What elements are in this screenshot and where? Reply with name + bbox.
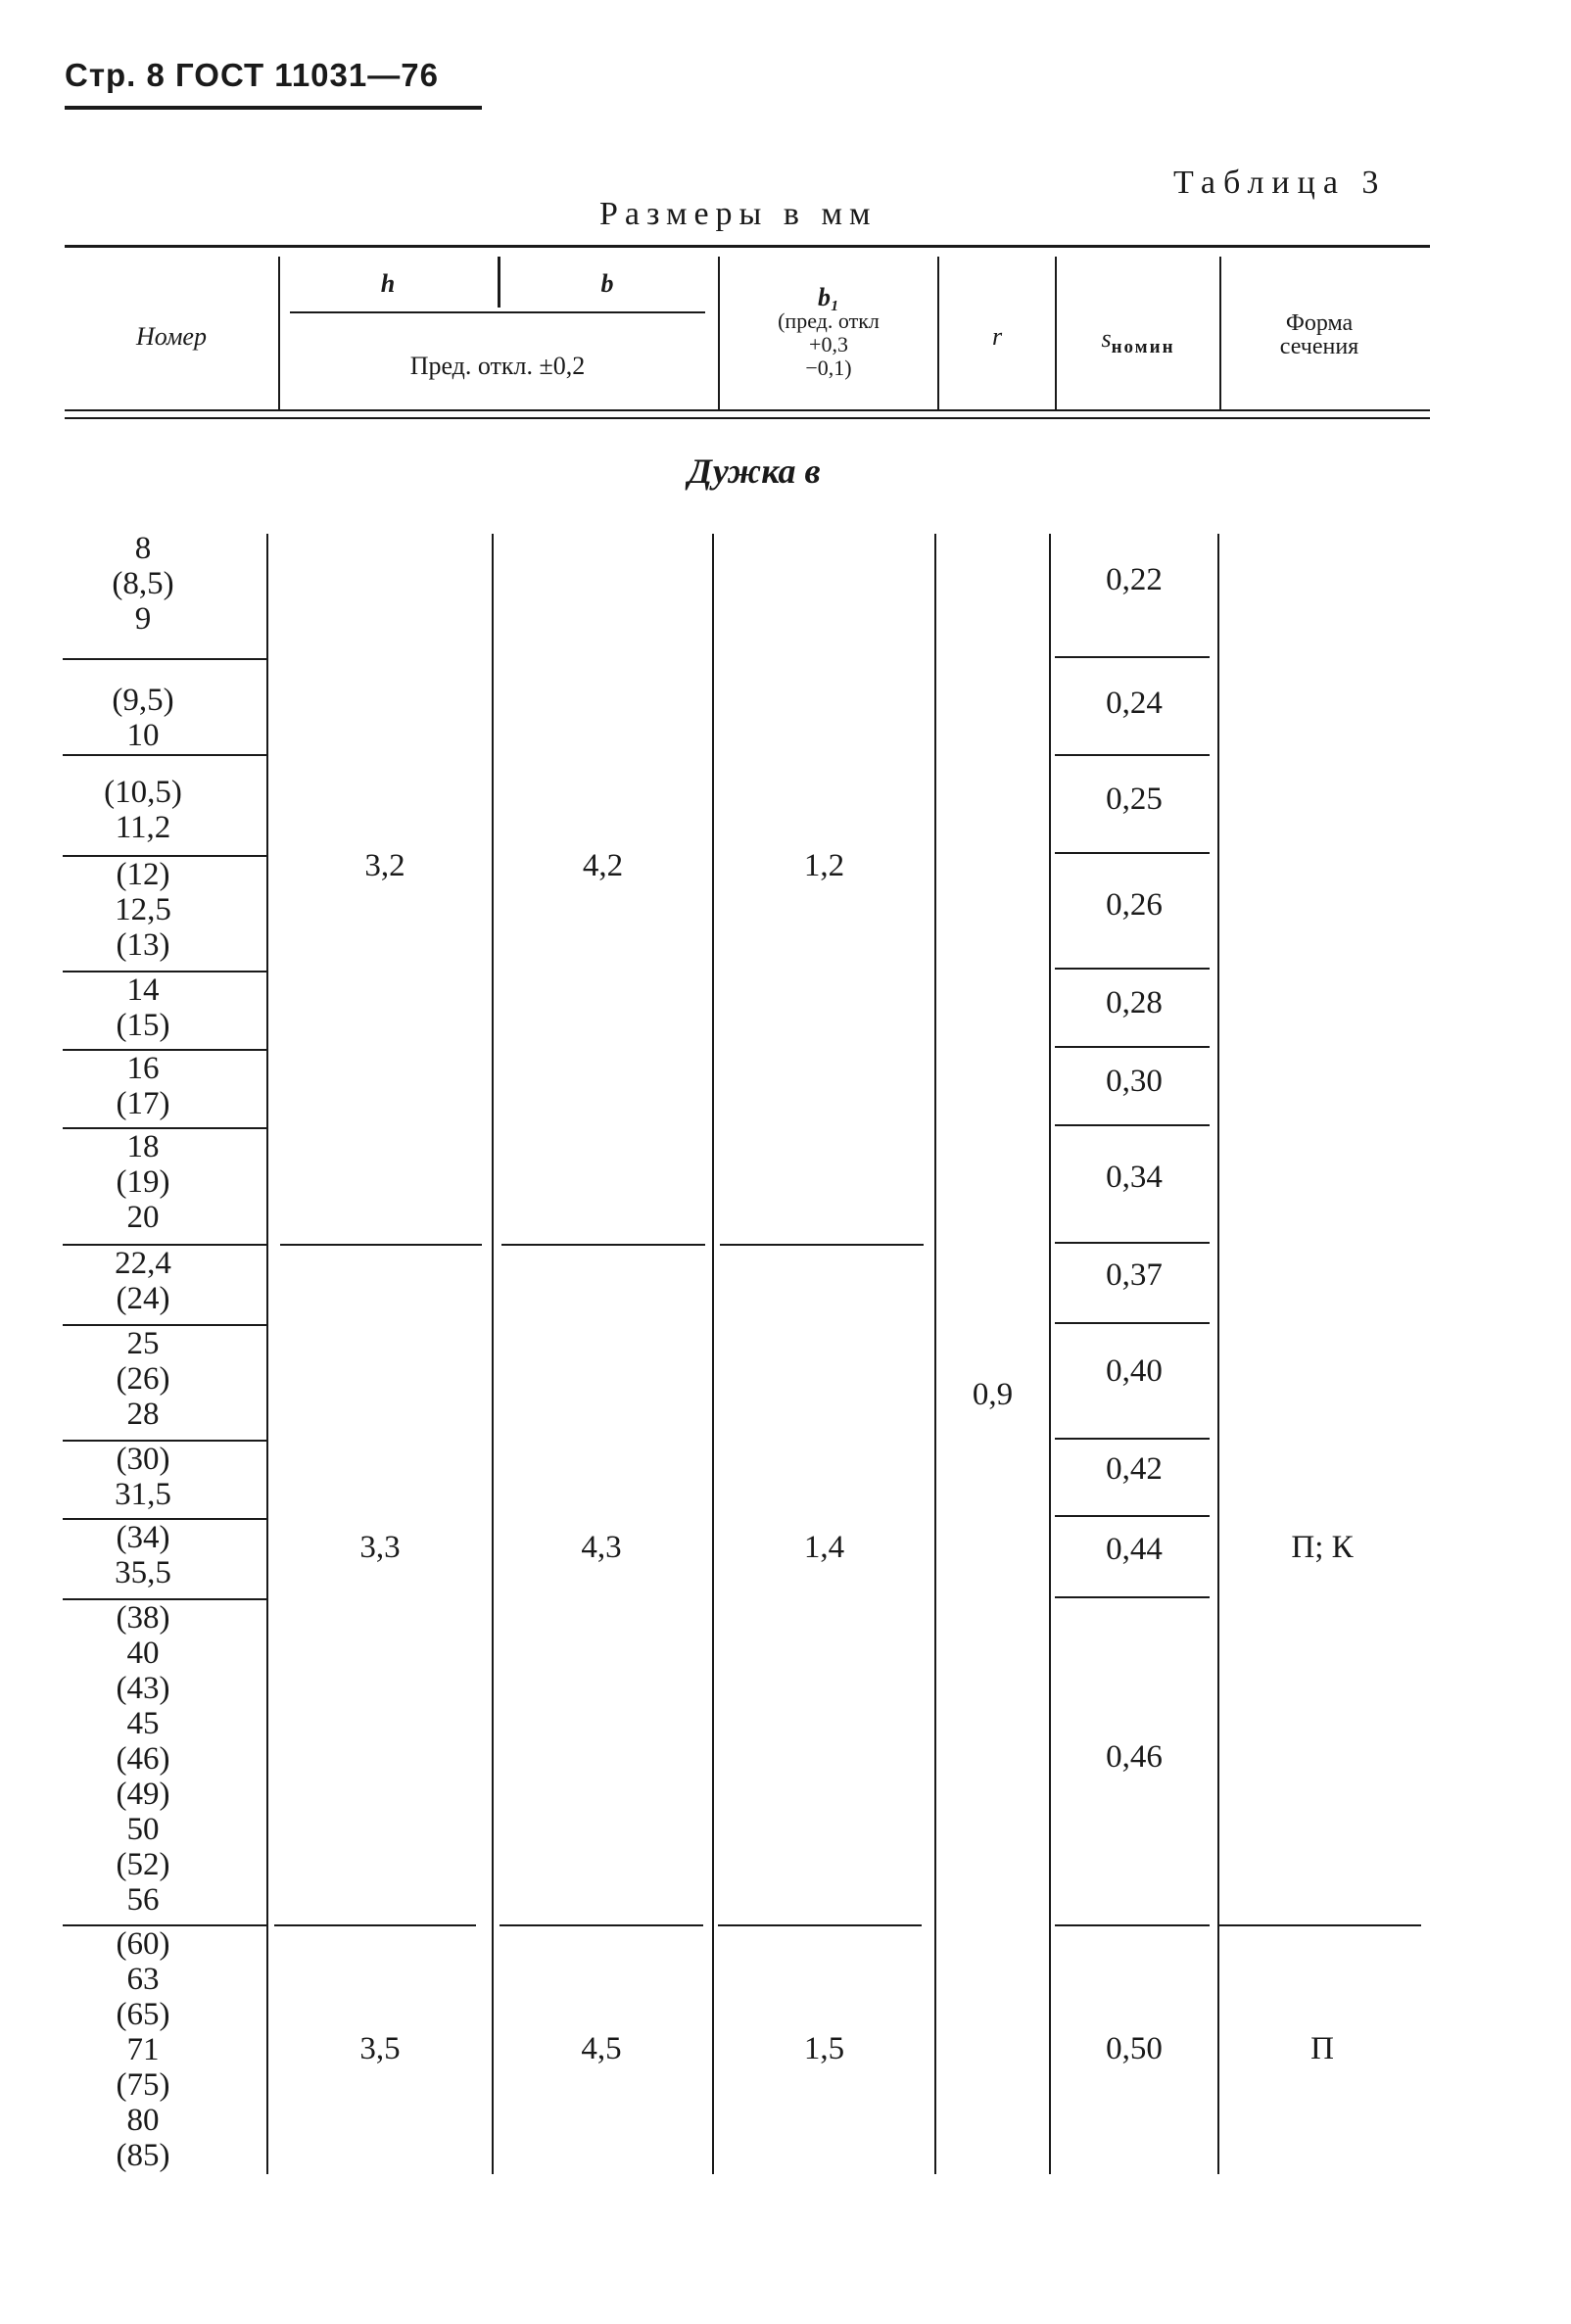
block-separator-h	[274, 1924, 476, 1926]
s-separator	[1055, 1124, 1210, 1126]
units-caption: Размеры в мм	[599, 196, 878, 232]
body-col-divider-1	[266, 534, 268, 2174]
header-col-divider-hb	[498, 257, 500, 308]
nomer-group	[55, 857, 231, 963]
body-col-divider-6	[1217, 534, 1219, 2174]
forma-line-1: Форма	[1285, 310, 1354, 336]
nomer-value: 40	[126, 1636, 160, 1671]
table-top-rule	[65, 245, 1430, 248]
nomer-value: 18	[126, 1129, 160, 1164]
forma-value: П	[1310, 2031, 1334, 2066]
block-separator-b	[501, 1244, 705, 1246]
nomer-value: 8	[134, 531, 152, 566]
nomer-group	[55, 1520, 231, 1590]
column-header-s	[1057, 324, 1219, 359]
header-col-divider-1	[278, 257, 280, 409]
s-separator	[1055, 1596, 1210, 1598]
s-separator	[1055, 1242, 1210, 1244]
nomer-value: 71	[126, 2032, 160, 2067]
nomer-group	[55, 683, 231, 753]
section-title: Дужка в	[688, 451, 821, 491]
s-value: 0,22	[1106, 562, 1163, 597]
body-col-divider-3	[712, 534, 714, 2174]
nomer-value: (26)	[116, 1361, 170, 1397]
table-label: Таблица 3	[1173, 165, 1387, 201]
nomer-value: (10,5)	[104, 775, 182, 810]
s-separator	[1055, 1438, 1210, 1440]
nomer-value: 16	[126, 1051, 160, 1086]
table-header-bottom-rule-2	[65, 417, 1430, 419]
nomer-value: (9,5)	[112, 683, 174, 718]
nomer-value: (49)	[116, 1777, 170, 1812]
nomer-group	[55, 1326, 231, 1432]
nomer-value: 22,4	[115, 1246, 171, 1281]
nomer-separator	[63, 658, 266, 660]
header-rule	[65, 106, 482, 110]
block-separator-forma	[1219, 1924, 1421, 1926]
forma-line-2: сечения	[1279, 334, 1359, 359]
nomer-value: (38)	[116, 1600, 170, 1636]
nomer-value: (85)	[116, 2138, 170, 2173]
nomer-value: (34)	[116, 1520, 170, 1555]
h-value: 3,2	[364, 848, 405, 883]
column-header-h: h	[380, 269, 396, 298]
nomer-value: (30)	[116, 1442, 170, 1477]
s-subscript: номин	[1111, 337, 1175, 358]
nomer-separator	[63, 754, 266, 756]
block-separator-b	[500, 1924, 703, 1926]
nomer-value: 45	[126, 1706, 160, 1741]
block-separator-b1	[718, 1924, 922, 1926]
b1-note-line-1: (пред. откл	[778, 308, 880, 333]
nomer-value: 56	[126, 1882, 160, 1918]
header-col-divider-2	[718, 257, 720, 409]
nomer-value: (19)	[116, 1164, 170, 1200]
s-value: 0,28	[1106, 985, 1163, 1020]
h-b-subheader-rule	[290, 311, 705, 313]
s-value: 0,40	[1106, 1353, 1163, 1389]
column-header-forma	[1221, 311, 1417, 358]
column-header-tolerance: Пред. откл. ±0,2	[409, 352, 586, 380]
b1-note-line-3: −0,1)	[805, 356, 852, 380]
nomer-value: (43)	[116, 1671, 170, 1706]
nomer-value: 80	[126, 2103, 160, 2138]
b-value: 4,2	[582, 848, 624, 883]
s-value: 0,44	[1106, 1532, 1163, 1567]
s-value: 0,24	[1106, 686, 1163, 721]
s-value: 0,42	[1106, 1451, 1163, 1487]
b1-note-line-2: +0,3	[809, 332, 848, 356]
nomer-value: (65)	[116, 1997, 170, 2032]
r-value: 0,9	[972, 1377, 1014, 1412]
nomer-group	[55, 1246, 231, 1316]
s-separator	[1055, 656, 1210, 658]
column-header-b1	[722, 283, 935, 380]
s-value: 0,30	[1106, 1064, 1163, 1099]
s-value: 0,50	[1106, 2031, 1163, 2066]
block-separator-h	[280, 1244, 482, 1246]
nomer-value: 28	[126, 1397, 160, 1432]
nomer-value: 50	[126, 1812, 160, 1847]
s-separator	[1055, 1046, 1210, 1048]
nomer-value: 35,5	[115, 1555, 171, 1590]
h-value: 3,3	[359, 1530, 401, 1565]
body-col-divider-4	[934, 534, 936, 2174]
nomer-group	[55, 775, 231, 845]
nomer-value: (52)	[116, 1847, 170, 1882]
nomer-value: 20	[126, 1200, 160, 1235]
b1-value: 1,2	[803, 848, 845, 883]
nomer-group	[55, 1600, 231, 1918]
s-symbol: s	[1101, 324, 1112, 353]
s-value: 0,46	[1106, 1739, 1163, 1775]
s-separator	[1055, 1924, 1210, 1926]
nomer-group	[55, 531, 231, 637]
forma-value: П; К	[1291, 1530, 1354, 1565]
nomer-group	[55, 972, 231, 1043]
nomer-value: 9	[134, 601, 152, 637]
s-value: 0,37	[1106, 1257, 1163, 1293]
nomer-value: (13)	[116, 927, 170, 963]
b1-symbol: b₁	[817, 283, 840, 311]
nomer-group	[55, 1051, 231, 1121]
nomer-group	[55, 1926, 231, 2173]
b1-value: 1,5	[803, 2031, 845, 2066]
nomer-group	[55, 1129, 231, 1235]
b-value: 4,3	[581, 1530, 622, 1565]
nomer-value: (17)	[116, 1086, 170, 1121]
column-header-r: r	[991, 322, 1003, 351]
nomer-value: (12)	[116, 857, 170, 892]
nomer-value: (60)	[116, 1926, 170, 1962]
block-separator-b1	[720, 1244, 924, 1246]
column-header-b: b	[600, 269, 614, 298]
s-value: 0,25	[1106, 782, 1163, 817]
h-value: 3,5	[359, 2031, 401, 2066]
b1-value: 1,4	[803, 1530, 845, 1565]
b-value: 4,5	[581, 2031, 622, 2066]
s-separator	[1055, 1322, 1210, 1324]
s-separator	[1055, 1515, 1210, 1517]
page-header: Стр. 8 ГОСТ 11031—76	[65, 57, 439, 93]
nomer-group	[55, 1442, 231, 1512]
s-value: 0,34	[1106, 1160, 1163, 1195]
nomer-value: 10	[126, 718, 160, 753]
table-header-bottom-rule	[65, 409, 1430, 411]
nomer-value: 25	[126, 1326, 160, 1361]
column-header-nomer: Номер	[136, 322, 207, 351]
s-separator	[1055, 968, 1210, 970]
nomer-value: 31,5	[115, 1477, 171, 1512]
nomer-value: 63	[126, 1962, 160, 1997]
nomer-value: (24)	[116, 1281, 170, 1316]
nomer-value: 14	[126, 972, 160, 1008]
nomer-value: 12,5	[115, 892, 171, 927]
s-value: 0,26	[1106, 887, 1163, 923]
s-separator	[1055, 852, 1210, 854]
nomer-value: (15)	[116, 1008, 170, 1043]
nomer-value: 11,2	[115, 810, 171, 845]
nomer-value: (46)	[116, 1741, 170, 1777]
nomer-value: (8,5)	[112, 566, 174, 601]
nomer-value: (75)	[116, 2067, 170, 2103]
body-col-divider-2	[492, 534, 494, 2174]
s-separator	[1055, 754, 1210, 756]
